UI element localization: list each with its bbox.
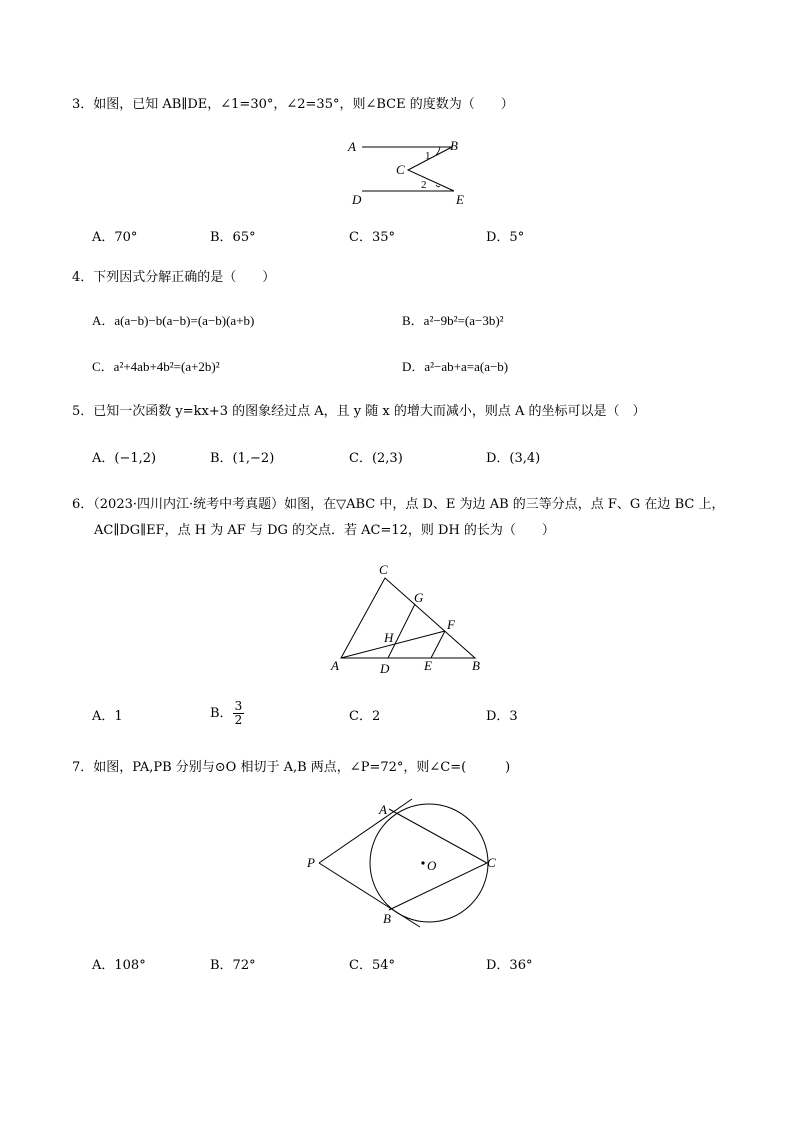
label-e: E (424, 658, 432, 673)
q3-option-d[interactable]: D．5° (486, 230, 525, 245)
q3-option-b[interactable]: B．65° (210, 230, 256, 245)
label-angle-1: 1 (425, 150, 431, 162)
q7-option-a[interactable]: A．108° (92, 958, 146, 973)
q5-option-b[interactable]: B．(1,−2) (210, 451, 275, 466)
chords-ac-bc (389, 809, 487, 910)
q7-option-b[interactable]: B．72° (210, 958, 256, 973)
label-p: P (307, 855, 315, 870)
q5-option-d[interactable]: D．(3,4) (486, 451, 541, 466)
label-a: A (379, 802, 387, 817)
q3-option-c[interactable]: C．35° (349, 230, 395, 245)
question-3-figure (340, 134, 480, 210)
tangent-pa (319, 799, 412, 863)
center-dot (421, 861, 424, 864)
question-6-stem-line-1: 6．（2023·四川内江·统考中考真题）如图，在▽ABC 中，点 D、E 为边 AB 的三等分点，点 F、G 在边 BC 上， (72, 497, 725, 512)
fraction-numerator: 3 (234, 699, 243, 713)
q6-option-b-fraction (233, 700, 245, 727)
q6-option-a[interactable]: A．1 (92, 709, 123, 724)
question-6-stem-line-2: AC∥DG∥EF，点 H 为 AF 与 DG 的交点．若 AC=12，则 DH 的长为（ ） (94, 523, 555, 538)
question-3-stem: 3．如图，已知 AB∥DE，∠1=30°，∠2=35°，则∠BCE 的度数为（ ） (72, 97, 514, 112)
question-4-stem: 4．下列因式分解正确的是（ ） (72, 270, 276, 285)
question-5-stem: 5．已知一次函数 y=kx+3 的图象经过点 A，且 y 随 x 的增大而减小，则点 A 的坐标可以是（ ） (72, 404, 646, 419)
q4-option-d[interactable]: D．a²−ab+a=a(a−b) (402, 359, 509, 374)
label-c: C (379, 562, 388, 577)
q6-option-c[interactable]: C．2 (349, 709, 381, 724)
label-a: A (331, 658, 339, 673)
zigzag-bce (408, 147, 454, 191)
question-7-figure (300, 797, 510, 933)
fraction-denominator: 2 (234, 713, 243, 727)
label-g: G (414, 590, 424, 605)
label-c: C (487, 855, 496, 870)
label-d: D (380, 661, 390, 676)
label-angle-2: 2 (421, 179, 427, 191)
label-b: B (383, 911, 391, 926)
label-d: D (352, 192, 362, 207)
q3-option-a[interactable]: A．70° (92, 230, 138, 245)
label-a: A (348, 139, 356, 154)
label-c: C (396, 162, 405, 177)
q4-option-b[interactable]: B．a²−9b²=(a−3b)² (402, 313, 504, 328)
label-h: H (384, 630, 394, 645)
q4-option-c[interactable]: C．a²+4ab+4b²=(a+2b)² (92, 359, 220, 374)
q5-option-a[interactable]: A．(−1,2) (92, 451, 157, 466)
q6-option-b-prefix: B． (210, 706, 233, 721)
label-o: O (427, 858, 437, 873)
label-b: B (450, 138, 458, 153)
q5-option-c[interactable]: C．(2,3) (349, 451, 403, 466)
label-e: E (456, 192, 464, 207)
segment-ef (431, 631, 445, 658)
q7-option-d[interactable]: D．36° (486, 958, 533, 973)
question-7-stem: 7．如图，PA,PB 分别与⊙O 相切于 A,B 两点，∠P=72°，则∠C=( ) (72, 760, 511, 775)
label-f: F (447, 617, 455, 632)
question-6-figure (325, 560, 495, 678)
q4-option-a[interactable]: A．a(a−b)−b(a−b)=(a−b)(a+b) (92, 313, 255, 328)
tangent-pb (319, 863, 420, 927)
q6-option-b[interactable] (210, 700, 244, 727)
q6-option-d[interactable]: D．3 (486, 709, 518, 724)
angle-2-arc (436, 185, 440, 187)
q7-option-c[interactable]: C．54° (349, 958, 395, 973)
label-b: B (472, 658, 480, 673)
